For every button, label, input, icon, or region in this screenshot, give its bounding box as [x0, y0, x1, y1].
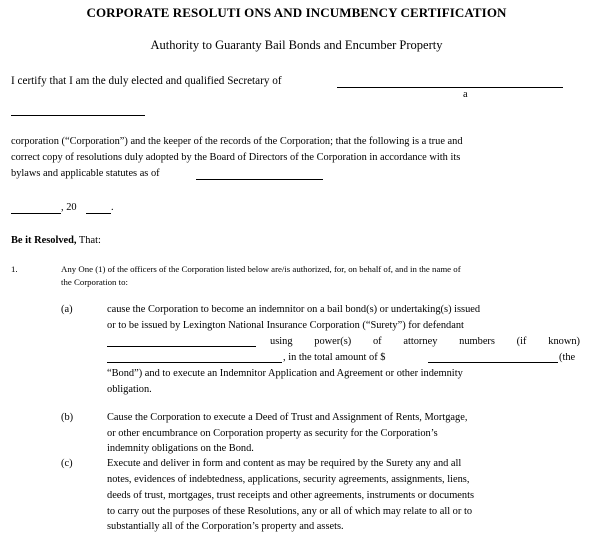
sub-a-marker: (a): [61, 304, 73, 315]
power-of-attorney-blank[interactable]: [107, 362, 282, 363]
item-number: 1.: [11, 264, 18, 274]
item1-text: Any One (1) of the officers of the Corporation listed below are/is authorized, for, on behalf of, and in the name of: [61, 264, 461, 274]
date-end: .: [111, 202, 114, 213]
sub-a-line: or to be issued by Lexington National Insurance Corporation (“Surety”) for defendant: [107, 320, 464, 331]
sub-a-line: cause the Corporation to become an indemnitor on a bail bond(s) or undertaking(s) issued: [107, 304, 481, 315]
sub-a-amount-text: , in the total amount of $: [283, 352, 386, 363]
sub-a-line: obligation.: [107, 384, 152, 395]
sub-c-marker: (c): [61, 458, 73, 469]
sub-a-the: (the: [559, 352, 576, 363]
corporation-name-blank-2[interactable]: [11, 115, 145, 116]
sub-b-line: Cause the Corporation to execute a Deed of Trust and Assignment of Rents, Mortgage,: [107, 412, 468, 423]
document-title: CORPORATE RESOLUTI ONS AND INCUMBENCY CERTIFICATION: [86, 5, 507, 20]
as-of-date-blank[interactable]: [196, 179, 323, 180]
sub-b-line: indemnity obligations on the Bond.: [107, 443, 254, 454]
sub-a-line: using power(s) of attorney numbers (if known): [270, 336, 580, 347]
sub-b-marker: (b): [61, 412, 74, 423]
sub-c-line: notes, evidences of indebtedness, applications, security agreements, assignments, liens,: [107, 474, 470, 485]
paragraph-line: corporation (“Corporation”) and the keeper of the records of the Corporation; that the following is a true and: [11, 136, 463, 147]
sub-c-line: deeds of trust, mortgages, trust receipts and other agreements, instruments or documents: [107, 490, 475, 501]
resolved-that: That:: [76, 235, 101, 246]
document-subtitle: Authority to Guaranty Bail Bonds and Encumber Property: [150, 38, 443, 52]
date-year-blank[interactable]: [86, 213, 111, 214]
paragraph-line: correct copy of resolutions duly adopted by the Board of Directors of the Corporation in accordance with its: [11, 152, 461, 163]
resolved-bold: Be it Resolved,: [11, 235, 77, 246]
certify-text: I certify that I am the duly elected and qualified Secretary of: [11, 75, 282, 87]
resolved-heading: [11, 236, 101, 246]
defendant-name-blank[interactable]: [107, 346, 256, 347]
sub-c-line: Execute and deliver in form and content as may be required by the Surety any and all: [107, 458, 462, 469]
sub-c-line: to carry out the purposes of these Resolutions, any or all of which may relate to all or to: [107, 506, 473, 517]
sub-c-line: substantially all of the Corporation’s property and assets.: [107, 521, 344, 532]
sub-a-line: “Bond”) and to execute an Indemnitor Application and Agreement or other indemnity: [107, 368, 463, 379]
item1-text: the Corporation to:: [61, 277, 128, 287]
corporation-name-blank[interactable]: [337, 87, 563, 88]
a-marker: a: [463, 89, 468, 100]
paragraph-line: bylaws and applicable statutes as of: [11, 168, 160, 179]
date-year-prefix: , 20: [61, 202, 77, 213]
sub-b-line: or other encumbrance on Corporation property as security for the Corporation’s: [107, 428, 438, 439]
total-amount-blank[interactable]: [428, 362, 558, 363]
date-day-blank[interactable]: [11, 213, 61, 214]
